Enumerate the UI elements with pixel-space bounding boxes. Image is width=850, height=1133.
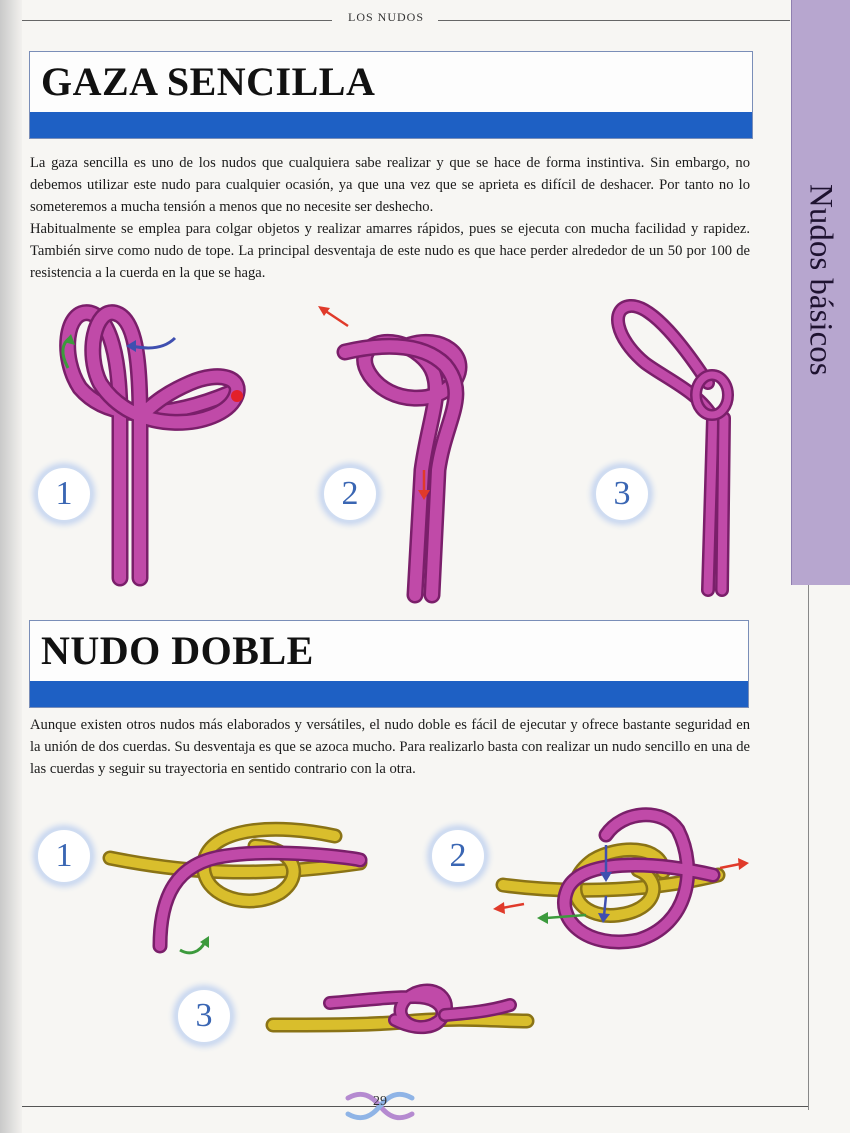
step-number: 2 <box>449 837 467 874</box>
doble-step-3-illustration <box>265 975 535 1045</box>
step-badge-2 <box>430 828 486 884</box>
gaza-step-2-illustration <box>310 300 480 600</box>
section-title: GAZA SENCILLA <box>41 59 376 104</box>
body-paragraph: Aunque existen otros nudos más elaborados y versátiles, el nudo doble es fácil de ejecutar y ofrece bastante seguridad en la unión de dos cuerdas. Su desventaja es que se azoca mucho. Para realizarlo basta con realizar un nudo sencillo en una de las cuerdas y seguir su trayectoria en sentido contrario con la otra. <box>30 717 750 777</box>
step-badge-3 <box>594 466 650 522</box>
page-number: 29 <box>373 1094 387 1109</box>
gaza-step-1-illustration <box>40 298 260 598</box>
running-head-rule-left <box>22 20 332 21</box>
green-arrow-icon <box>180 942 205 953</box>
chapter-side-tab-label <box>783 170 850 390</box>
step-number: 1 <box>55 837 73 874</box>
chapter-side-tab-text: Nudos básicos <box>802 184 839 376</box>
page-number-ornament <box>342 1086 418 1126</box>
section-header-nudo-doble <box>29 620 749 708</box>
body-paragraph: Habitualmente se emplea para colgar objetos y realizar amarres rápidos, pues se ejecuta con mucha facilidad y rapidez. También sirve como nudo de tope. La principal desventaja de este nudo es que hace perder alrededor de un 50 por 100 de resistencia a la cuerda en la que se haga. <box>30 221 750 281</box>
doble-step-2-illustration <box>488 800 758 960</box>
step-badge-1 <box>36 466 92 522</box>
section-header-gaza-sencilla <box>29 51 753 139</box>
step-badge-1 <box>36 828 92 884</box>
step-number: 3 <box>195 997 213 1034</box>
step-badge-2 <box>322 466 378 522</box>
section-title: NUDO DOBLE <box>41 628 314 673</box>
step-number: 3 <box>613 475 631 512</box>
step-badge-3 <box>176 988 232 1044</box>
gaza-step-3-illustration <box>590 298 750 598</box>
running-head-rule-right <box>438 20 790 21</box>
section-header-bar <box>30 681 748 707</box>
step-number: 1 <box>55 475 73 512</box>
side-rule <box>808 585 809 1110</box>
red-arrow-icon <box>502 904 524 908</box>
book-gutter <box>0 0 22 1133</box>
running-head-text: LOS NUDOS <box>347 10 424 24</box>
red-arrow-icon <box>720 864 740 868</box>
running-head <box>0 8 790 24</box>
doble-step-1-illustration <box>105 818 375 958</box>
body-paragraph: La gaza sencilla es uno de los nudos que cualquiera sabe realizar y que se hace de forma instintiva. Sin embargo, no debemos utilizar este nudo para cualquier ocasión, ya que una vez que se aprieta es difícil de deshacer. Por tanto no lo someteremos a mucha tensión a menos que no necesite ser deshecho. <box>30 155 750 215</box>
red-arrow-icon <box>324 310 348 326</box>
green-arrow-icon <box>546 915 586 918</box>
section-header-bar <box>30 112 752 138</box>
red-dot-marker <box>231 390 243 402</box>
step-number: 2 <box>341 475 359 512</box>
